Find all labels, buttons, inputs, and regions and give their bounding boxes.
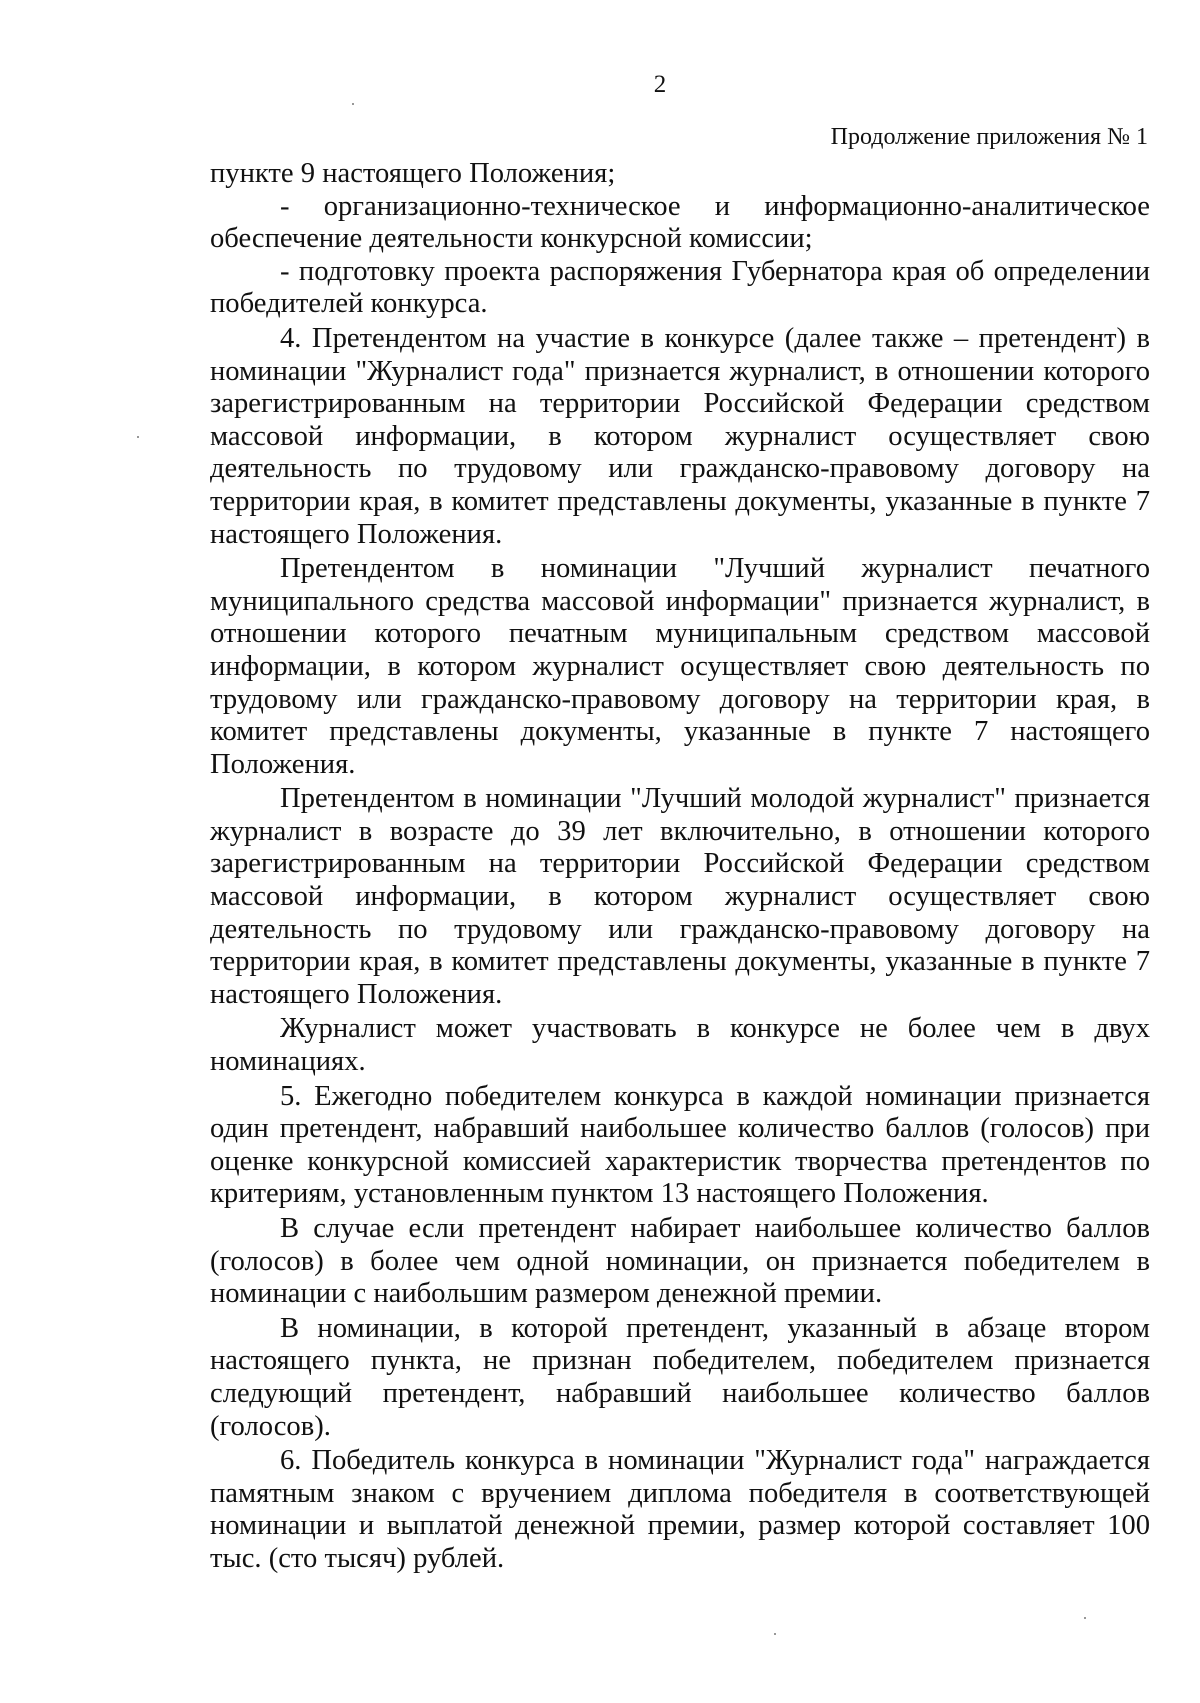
appendix-continuation-note: Продолжение приложения № 1 bbox=[830, 124, 1148, 150]
scan-speck bbox=[352, 103, 354, 105]
paragraph-young-journalist: Претендентом в номинации "Лучший молодой журналист" признается журналист в возрасте до 39 лет включительно, в отношении которого зарегистрированным на территории Российской Федерации средством массовой информации, в котором журналист осуществляет свою деятельность по трудовому или гражданско-правовому договору на территории края, в комитет представлены документы, указанные в пункте 7 настоящего Положения. bbox=[210, 783, 1150, 1010]
paragraph-list-item-2: - подготовку проекта распоряжения Губернатора края об определении победителей конкурса. bbox=[210, 255, 1150, 320]
scan-speck bbox=[774, 1633, 776, 1635]
paragraph-list-item-1: - организационно-техническое и информационно-аналитическое обеспечение деятельности конкурсной комиссии; bbox=[210, 190, 1150, 255]
paragraph-clause-5: 5. Ежегодно победителем конкурса в каждой номинации признается один претендент, набравший наибольшее количество баллов (голосов) при оценке конкурсной комиссией характеристик творчества претендентов по критериям, установленным пунктом 13 настоящего Положения. bbox=[210, 1080, 1150, 1210]
scan-speck bbox=[1084, 1617, 1086, 1619]
page-number: 2 bbox=[653, 71, 667, 98]
scan-speck bbox=[137, 436, 139, 438]
paragraph-two-nominations: Журналист может участвовать в конкурсе не более чем в двух номинациях. bbox=[210, 1013, 1150, 1078]
paragraph-continuation: пункте 9 настоящего Положения; bbox=[210, 158, 616, 189]
paragraph-tie-rule: В случае если претендент набирает наибольшее количество баллов (голосов) в более чем одной номинации, он признается победителем в номинации с наибольшим размером денежной премии. bbox=[210, 1213, 1150, 1310]
paragraph-next-candidate: В номинации, в которой претендент, указанный в абзаце втором настоящего пункта, не признан победителем, победителем признается следующий претендент, набравший наибольшее количество баллов (голосов). bbox=[210, 1312, 1150, 1442]
paragraph-clause-6: 6. Победитель конкурса в номинации "Журналист года" награждается памятным знаком с вручением диплома победителя в соответствующей номинации и выплатой денежной премии, размер которой составляет 100 тыс. (сто тысяч) рублей. bbox=[210, 1445, 1150, 1574]
document-body bbox=[210, 158, 1150, 1576]
paragraph-clause-4: 4. Претендентом на участие в конкурсе (далее также – претендент) в номинации "Журналист года" признается журналист, в отношении которого зарегистрированным на территории Российской Федерации средством массовой информации, в котором журналист осуществляет свою деятельность по трудовому или гражданско-правовому договору на территории края, в комитет представлены документы, указанные в пункте 7 настоящего Положения. bbox=[210, 322, 1150, 550]
paragraph-print-journalist: Претендентом в номинации "Лучший журналист печатного муниципального средства массовой информации" признается журналист, в отношении которого печатным муниципальным средством массовой информации, в котором журналист осуществляет свою деятельность по трудовому или гражданско-правовому договору на территории края, в комитет представлены документы, указанные в пункте 7 настоящего Положения. bbox=[210, 553, 1150, 780]
